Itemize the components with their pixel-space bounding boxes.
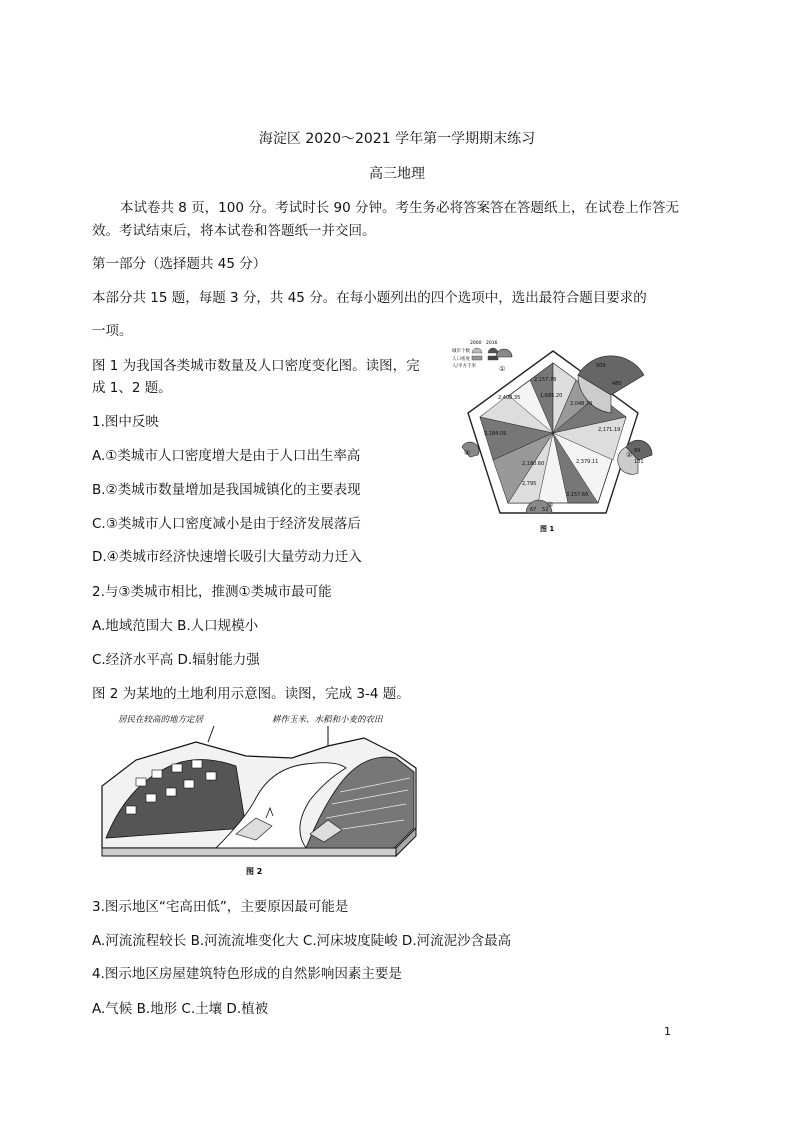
page-number: 1 [664,1025,671,1038]
fig1-intro-2: 成 1、2 题。 [92,380,172,396]
category-label: ④ [464,449,471,457]
fig2-intro: 图 2 为某地的土地利用示意图。读图，完成 3-4 题。 [92,686,410,702]
exam-title: 海淀区 2020～2021 学年第一学期期末练习 [258,131,536,147]
category-label: ① [499,365,506,373]
q4-options: A.气候 B.地形 C.土壤 D.植被 [92,1001,269,1017]
value-label: 101 [634,459,644,465]
figure-2 [96,708,436,878]
legend-row-unit: 人/平方千米 [452,364,477,369]
figure-2-label-left: 居民在较高的地方定居 [118,715,204,725]
value-label: 2,048.70 [570,401,593,407]
q4-stem: 4.图示地区房屋建筑特色形成的自然影响因素主要是 [92,966,402,982]
figure-1-svg [448,335,658,535]
q3-stem: 3.图示地区“宅高田低”，主要原因最可能是 [92,899,349,915]
value-label: 3,184.05 [484,431,507,437]
legend-year-2000: 2000 [470,341,482,346]
q1-option-c: C.③类城市人口密度减小是由于经济发展落后 [92,516,361,532]
figure-1-caption: 图 1 [540,525,555,533]
exam-subtitle: 高三地理 [369,166,425,182]
value-label: 2,379.11 [576,459,599,465]
q1-option-a: A.①类城市人口密度增大是由于人口出生率高 [92,448,361,464]
figure-1 [448,335,658,535]
category-label: ② [626,451,633,459]
value-label: 89 [634,448,641,454]
value-label: 2,408.35 [498,395,521,401]
value-label: 2,157.78 [534,377,557,383]
q1-option-d: D.④类城市经济快速增长吸引大量劳动力迁入 [92,549,362,565]
q2-options-cd: C.经济水平高 D.辐射能力强 [92,652,260,668]
fig1-intro-1: 图 1 为我国各类城市数量及人口密度变化图。读图，完 [92,358,420,374]
value-label: 2,171.19 [598,427,621,433]
value-label: 509 [596,363,606,369]
value-label: 52 [542,507,549,513]
value-label: 3,157.66 [566,492,589,498]
value-label: 2,180.60 [522,461,545,467]
category-label: ③ [547,501,554,509]
legend-year-2016: 2016 [486,341,498,346]
value-label: 1,685.20 [540,393,563,399]
value-label: 480 [612,381,622,387]
part1-desc-2: 一项。 [92,323,133,339]
block-front [102,848,396,856]
value-label: 67 [530,507,537,513]
q1-stem: 1.图中反映 [92,414,159,430]
q3-options: A.河流流程较长 B.河流流堆变化大 C.河床坡度陡峻 D.河流泥沙含最高 [92,933,512,949]
intro-line-2: 效。考试结束后，将本试卷和答题纸一并交回。 [92,223,376,239]
legend-row-density: 人口密度 [452,357,470,362]
part1-desc-1: 本部分共 15 题，每题 3 分，共 45 分。在每小题列出的四个选项中，选出最符合题目要求的 [92,290,647,306]
q2-options-ab: A.地域范围大 B.人口规模小 [92,618,259,634]
q1-option-b: B.②类城市数量增加是我国城镇化的主要表现 [92,482,361,498]
figure-2-caption: 图 2 [246,867,263,876]
part1-heading: 第一部分（选择题共 45 分） [92,256,267,272]
intro-line-1: 本试卷共 8 页，100 分。考试时长 90 分钟。考生务必将答案答在答题纸上，在试卷上作答无 [120,200,679,216]
legend-row-count: 城市个数 [452,349,470,354]
value-label: 2,795 [522,481,537,487]
figure-2-label-right: 耕作玉米、水稻和小麦的农田 [272,715,383,725]
arrow-left [208,726,214,742]
q2-stem: 2.与③类城市相比，推测①类城市最可能 [92,584,332,600]
figure-2-svg [96,708,436,878]
figure-1-legend [452,340,498,369]
